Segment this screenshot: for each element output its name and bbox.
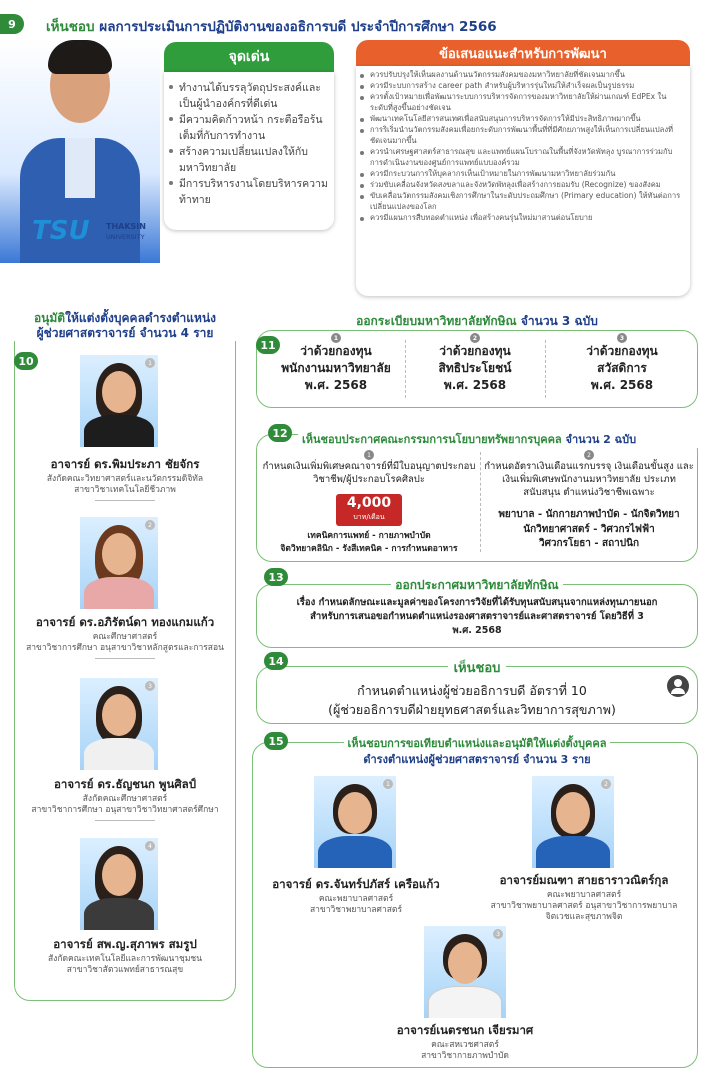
person-name: อาจารย์ ดร.ธัญชนก พูนศิลป์	[53, 777, 197, 791]
strength-item: มีความคิดก้าวหน้า กระตือรือร้น เต็มที่กับการทำงาน	[168, 112, 328, 144]
person-card	[252, 876, 460, 916]
person-major-2: จิตเวชและสุขภาพจิต	[545, 912, 623, 922]
person-faculty: คณะพยาบาลศาสตร์	[546, 890, 622, 900]
regulation-item: 3 ว่าด้วยกองทุน สวัสดิการ พ.ศ. 2568	[586, 334, 658, 392]
suggestion-item: พัฒนาเทคโนโลยีสารสนเทศเพื่อสนับสนุนการบริหารจัดการให้มีประสิทธิภาพมากขึ้น	[359, 113, 684, 124]
portrait-photo: 3	[424, 926, 506, 1018]
person-name: อาจารย์มณฑา สายธาราวณิตร์กุล	[499, 873, 669, 887]
person-faculty: สังกัดคณะวิทยาศาสตร์และนวัตกรรมดิจิทัล	[46, 474, 204, 484]
section-15-number: 15	[264, 732, 288, 750]
person-card	[14, 614, 236, 663]
suggestion-item: ควรนำเศรษฐศาสตร์สาธารณสุข และแพทย์แผนโบราณในพื้นที่จังหวัดพัทลุง บูรณาการร่วมกับการดำเนินงานของศูนย์การแพทย์แบบองค์รวม	[359, 146, 684, 168]
suggestion-item: ควรมีกระบวนการให้บุคลากรเห็นเป้าหมายในการพัฒนามหาวิทยาลัยร่วมกัน	[359, 168, 684, 179]
person-card	[470, 872, 698, 923]
person-major: สาขาวิชาการศึกษา อนุสาขาวิชาหลักสูตรและการสอน	[26, 643, 224, 653]
suggestions-header: ข้อเสนอแนะสำหรับการพัฒนา	[356, 40, 690, 66]
portrait-photo: 1	[314, 776, 396, 868]
section-13-body: เรื่อง กำหนดลักษณะและมูลค่าของโครงการวิจัยที่ได้รับทุนสนับสนุนจากแหล่งทุนภายนอก สำหรับการเสนอขอกำหนดตำแหน่งรองศาสตราจารย์และศาสตราจารย์ โดยวิธีที่ 3 พ.ศ. 2568	[296, 597, 658, 636]
suggestion-item: ควรปรับปรุงให้เห็นผลงานด้านนวัตกรรมสังคมของมหาวิทยาลัยที่ชัดเจนมากขึ้น	[359, 69, 684, 80]
portrait-photo: 3	[80, 678, 158, 770]
section-15-title: เห็นชอบการขอเทียบตำแหน่งและอนุมัติให้แต่งตั้งบุคคล ดำรงตำแหน่งผู้ช่วยศาสตราจารย์ จำนวน 3 ราย	[256, 736, 698, 768]
suggestions-list	[356, 66, 690, 296]
announcement-2: 2 กำหนดอัตราเงินเดือนแรกบรรจุ เงินเดือนขั้นสูง และเงินเพิ่มพิเศษพนักงานมหาวิทยาลัย ประเภทสนับสนุน ตำแหน่งวิชาชีพเฉพาะ	[484, 451, 694, 498]
profession-list-1: เทคนิคการแพทย์ - กายภาพบำบัด จิตวิทยาคลินิก - รังสีเทคนิค - การกำหนดอาหาร	[280, 531, 458, 554]
portrait-photo: 2	[80, 517, 158, 609]
suggestion-item: ขับเคลื่อนวัตกรรมสังคมเชิงการศึกษาในระดับประถมศึกษา (Primary education) ให้ทันต่อการเปลี่ยนแปลงของโลก	[359, 190, 684, 212]
section-14-body: กำหนดตำแหน่งผู้ช่วยอธิการบดี อัตราที่ 10 (ผู้ช่วยอธิการบดีฝ่ายยุทธศาสตร์และวิทยาการสุขภาพ)	[328, 683, 616, 717]
section-9-title	[46, 15, 497, 37]
strengths-list	[164, 72, 334, 230]
amount-badge: 4,000 บาท/เดือน	[336, 494, 402, 526]
person-major: สาขาวิชากายภาพบำบัด	[421, 1051, 509, 1061]
person-card	[340, 1022, 590, 1062]
person-card	[14, 776, 236, 825]
profession-list-2: พยาบาล - นักกายภาพบำบัด - นักจิตวิทยา นักวิทยาศาสตร์ - วิศวกรไฟฟ้า วิศวกรโยธา - สถาปนิก	[498, 509, 680, 549]
section-11-title: ออกระเบียบมหาวิทยาลัยทักษิณ จำนวน 3 ฉบับ	[356, 314, 598, 328]
section-13-number: 13	[264, 568, 288, 586]
section-9-number: 9	[0, 14, 24, 34]
section-14-title: เห็นชอบ	[256, 657, 698, 678]
person-major: สาขาวิชาพยาบาลศาสตร์	[309, 905, 403, 915]
regulation-item: 2 ว่าด้วยกองทุน สิทธิประโยชน์ พ.ศ. 2568	[438, 334, 512, 392]
person-name: อาจารย์เนตรชนก เจียรมาศ	[396, 1023, 534, 1037]
person-card	[14, 456, 236, 505]
section-10-number: 10	[14, 352, 38, 370]
regulation-item: 1 ว่าด้วยกองทุน พนักงานมหาวิทยาลัย พ.ศ. 2568	[281, 334, 391, 392]
announcement-1: 1 กำหนดเงินเพิ่มพิเศษคณาจารย์ที่มีใบอนุญาตประกอบวิชาชีพ/ผู้ประกอบโรคศิลปะ	[262, 451, 476, 485]
portrait-photo: 2	[532, 776, 614, 868]
person-major: สาขาวิชาสัตวแพทย์สาธารณสุข	[66, 965, 184, 975]
suggestion-item: ควรมีระบบการสร้าง career path สำหรับผู้บริหารรุ่นใหม่ให้สำเร็จผลเป็นรูปธรรม	[359, 80, 684, 91]
person-major: สาขาวิชาพยาบาลศาสตร์ อนุสาขาวิชาการพยาบาล	[490, 901, 678, 911]
person-major: สาขาวิชาการศึกษา อนุสาขาวิชาวิทยาศาสตร์ศึกษา	[31, 805, 219, 815]
portrait-photo: 1	[80, 355, 158, 447]
person-major: สาขาวิชาเทคโนโลยีชีวภาพ	[74, 485, 176, 495]
section-14-number: 14	[264, 652, 288, 670]
section-12-number: 12	[268, 424, 292, 442]
tsu-logo: TSU THAKSIN UNIVERSITY	[32, 216, 146, 246]
person-faculty: คณะพยาบาลศาสตร์	[318, 894, 394, 904]
portrait-photo: 4	[80, 838, 158, 930]
strength-item: ทำงานได้บรรลุวัตถุประสงค์และเป็นผู้นำองค์กรที่ดีเด่น	[168, 80, 328, 112]
person-icon	[667, 675, 689, 697]
person-faculty: สังกัดคณะศึกษาศาสตร์	[82, 794, 168, 804]
person-name: อาจารย์ ดร.อภิรัตน์ดา ทองแกมแก้ว	[35, 615, 215, 629]
suggestion-item: ควรตั้งเป้าหมายเพื่อพัฒนาระบบการบริหารจัดการของมหาวิทยาลัยให้ผ่านเกณฑ์ EdPEx ในระดับที่สูงขึ้นอย่างชัดเจน	[359, 91, 684, 113]
person-name: อาจารย์ สพ.ญ.สุภาพร สมรูป	[53, 937, 197, 951]
person-faculty: สังกัดคณะเทคโนโลยีและการพัฒนาชุมชน	[47, 954, 203, 964]
suggestion-item: ควรมีแผนการสืบทอดตำแหน่ง เพื่อสร้างคนรุ่นใหม่มาสานต่อนโยบาย	[359, 212, 684, 223]
section-13-title: ออกประกาศมหาวิทยาลัยทักษิณ	[256, 576, 698, 595]
strength-item: มีการบริหารงานโดยบริหารความท้าทาย	[168, 176, 328, 208]
section-11-number: 11	[256, 336, 280, 354]
section-10-title: อนุมัติให้แต่งตั้งบุคคลดำรงตำแหน่ง ผู้ช่วยศาสตราจารย์ จำนวน 4 ราย	[14, 311, 236, 341]
strength-item: สร้างความเปลี่ยนแปลงให้กับมหาวิทยาลัย	[168, 144, 328, 176]
strengths-header: จุดเด่น	[164, 42, 334, 72]
suggestion-item: การริเริ่มนำนวัตกรรมสังคมเพื่อยกระดับการพัฒนาพื้นที่ที่มีศักยภาพสูงให้เห็นการเปลี่ยนแปลงที่ชัดเจนมากขึ้น	[359, 124, 684, 146]
title-green: เห็นชอบ	[46, 19, 95, 35]
person-name: อาจารย์ ดร.จันทร์ปภัสร์ เครือแก้ว	[272, 877, 440, 891]
person-faculty: คณะศึกษาศาสตร์	[92, 632, 158, 642]
person-card	[14, 936, 236, 976]
title-rest: ผลการประเมินการปฏิบัติงานของอธิการบดี ประจำปีการศึกษา 2566	[99, 19, 497, 35]
suggestion-item: ร่วมขับเคลื่อนจังหวัดสงขลาและจังหวัดพัทลุงเพื่อสร้างการยอมรับ (Recognize) ของสังคม	[359, 179, 684, 190]
section-12-title: เห็นชอบประกาศคณะกรรมการนโยบายทรัพยากรบุคคล จำนวน 2 ฉบับ	[298, 430, 698, 448]
person-name: อาจารย์ ดร.พิมประภา ชัยจักร	[50, 457, 200, 471]
person-faculty: คณะสหเวชศาสตร์	[431, 1040, 499, 1050]
